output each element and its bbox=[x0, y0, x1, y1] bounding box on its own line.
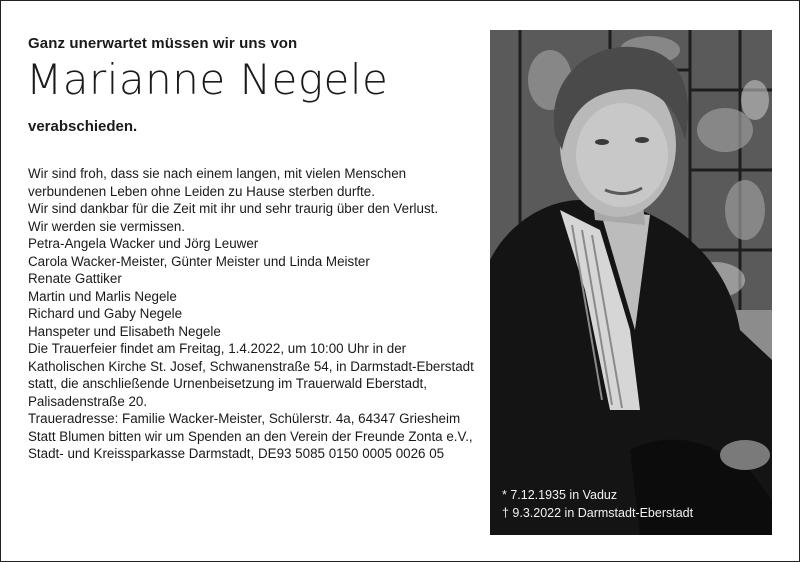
mourner-line: Richard und Gaby Negele bbox=[28, 306, 183, 321]
address-paragraph bbox=[28, 410, 478, 428]
funeral-line: Katholischen Kirche St. Josef, Schwanenstraße 54, in Darmstadt-Eberstadt bbox=[28, 358, 474, 374]
mourner-line: Hanspeter und Elisabeth Negele bbox=[28, 323, 221, 339]
message-line: Wir werden sie vermissen. bbox=[28, 218, 186, 234]
portrait-image bbox=[490, 30, 772, 535]
donation-paragraph bbox=[28, 428, 478, 463]
deceased-name: Marianne Negele bbox=[26, 55, 389, 104]
message-line: verbundenen Leben ohne Leiden zu Hause sterben durfte. bbox=[28, 183, 375, 199]
outro-line: verabschieden. bbox=[28, 118, 138, 135]
message-line: Wir sind dankbar für die Zeit mit ihr und sehr traurig über den Verlust. bbox=[28, 201, 439, 216]
mourner-line: Carola Wacker-Meister, Günter Meister und Linda Meister bbox=[28, 253, 370, 269]
message-line: Wir sind froh, dass sie nach einem langen, mit vielen Menschen bbox=[28, 166, 407, 181]
funeral-line: Palisadenstraße 20. bbox=[28, 393, 148, 409]
portrait-photo bbox=[490, 30, 772, 535]
mourner-line: Renate Gattiker bbox=[28, 271, 122, 286]
donation-line: Statt Blumen bitten wir um Spenden an den Verein der Freunde Zonta e.V., bbox=[28, 428, 473, 444]
mourners-list bbox=[28, 235, 478, 340]
death-date: † 9.3.2022 in Darmstadt-Eberstadt bbox=[502, 506, 694, 520]
message-paragraph bbox=[28, 165, 478, 235]
funeral-paragraph bbox=[28, 340, 478, 410]
address-line: Traueradresse: Familie Wacker-Meister, Schülerstr. 4a, 64347 Griesheim bbox=[28, 411, 461, 426]
birth-date: * 7.12.1935 in Vaduz bbox=[502, 488, 618, 502]
funeral-line: statt, die anschließende Urnenbeisetzung im Trauerwald Eberstadt, bbox=[28, 376, 427, 391]
mourner-line: Martin und Marlis Negele bbox=[28, 288, 177, 304]
intro-line: Ganz unerwartet müssen wir uns von bbox=[28, 35, 298, 52]
funeral-line: Die Trauerfeier findet am Freitag, 1.4.2022, um 10:00 Uhr in der bbox=[28, 341, 407, 356]
notice-body bbox=[28, 165, 478, 463]
donation-line: Stadt- und Kreissparkasse Darmstadt, DE93 5085 0150 0005 0026 05 bbox=[28, 446, 445, 461]
life-dates bbox=[502, 486, 693, 522]
mourner-line: Petra-Angela Wacker und Jörg Leuwer bbox=[28, 236, 259, 251]
